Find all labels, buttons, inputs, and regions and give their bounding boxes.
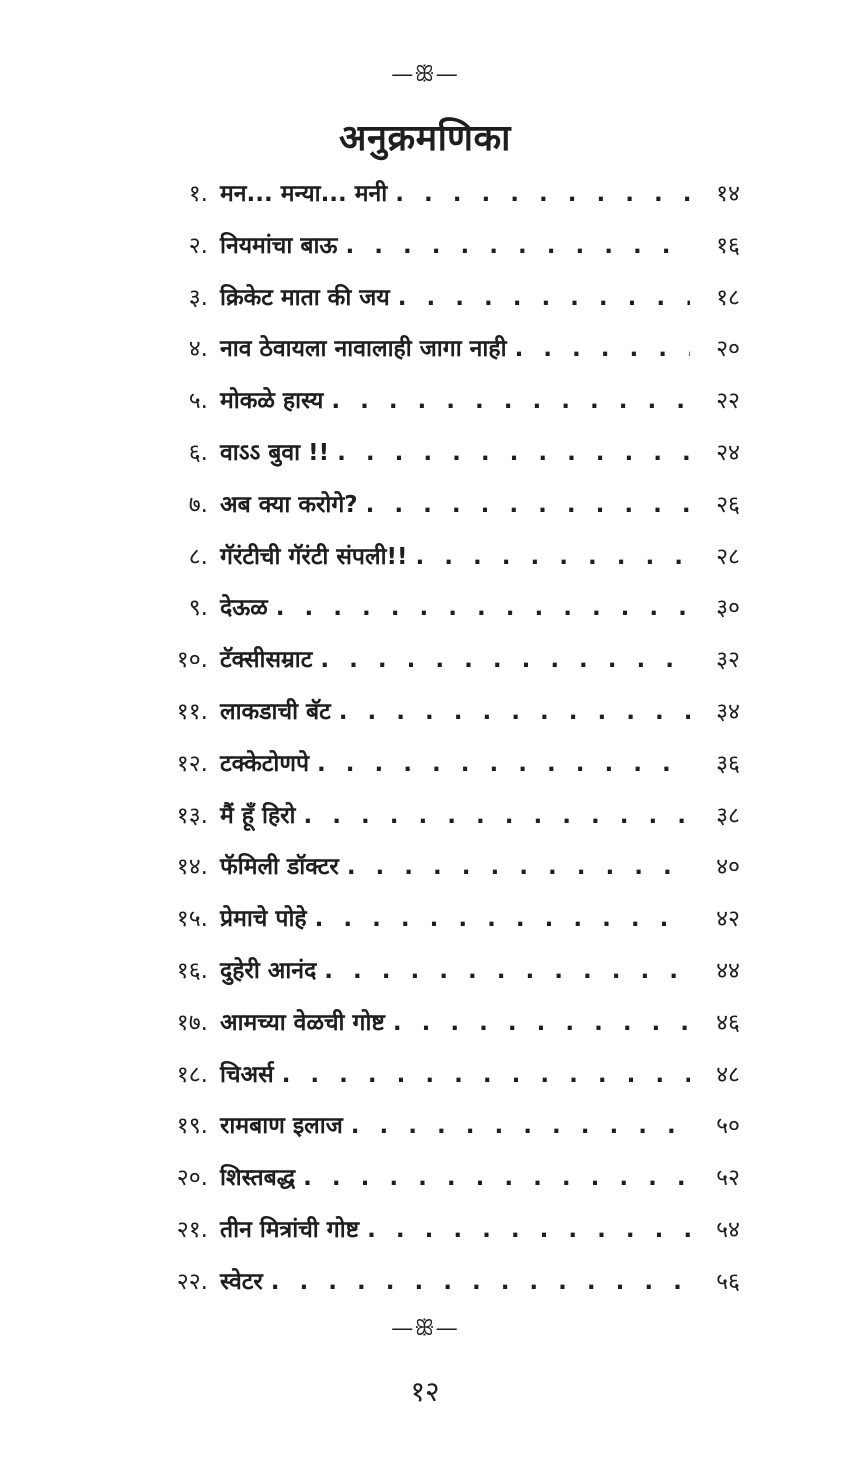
toc-entry-title: आमच्या वेळची गोष्ट: [220, 1009, 385, 1036]
toc-entry-number: १२.: [176, 750, 208, 777]
toc-entry-page: १६: [716, 232, 740, 259]
dot-leader: [337, 440, 690, 466]
dot-leader: [515, 336, 690, 362]
toc-entry-title: टॅक्सीसम्राट: [220, 647, 313, 674]
toc-entry-number: ६.: [188, 439, 208, 466]
toc-entry-page: ३४: [716, 698, 740, 725]
toc-entry-page: ५२: [716, 1165, 740, 1192]
toc-entry-title: फॅमिली डॉक्टर: [220, 854, 339, 881]
toc-entry-number: २.: [188, 232, 208, 259]
toc-entry-title: प्रेमाचे पोहे: [220, 906, 307, 933]
toc-entry-number: ७.: [188, 491, 208, 518]
dot-leader: [395, 181, 690, 207]
toc-entry: [150, 642, 740, 694]
toc-entry-page: २६: [716, 491, 740, 518]
toc-entry: [150, 1108, 740, 1160]
toc-entry: [150, 435, 740, 487]
toc-entry-title: स्वेटर: [220, 1268, 263, 1295]
toc-entry-page: ४२: [716, 906, 740, 933]
toc-entry-number: ५.: [188, 388, 208, 415]
toc-entry-number: ४.: [188, 336, 208, 363]
toc-entry-title: मन... मन्या... मनी: [220, 181, 388, 207]
bottom-ornament: —ꕥ—: [391, 1316, 459, 1341]
toc-entry: [150, 953, 740, 1005]
dot-leader: [398, 285, 690, 311]
toc-entry-title: दुहेरी आनंद: [220, 957, 317, 984]
toc-entry-page: ४४: [716, 957, 740, 984]
toc-entry-number: ८.: [188, 543, 208, 570]
toc-entry-page: २८: [716, 543, 740, 570]
table-of-contents: [150, 176, 740, 1316]
toc-entry-number: २१.: [176, 1216, 208, 1243]
toc-entry-title: देऊळ: [220, 595, 268, 622]
toc-entry-page: ४६: [716, 1009, 740, 1036]
toc-entry-number: १९.: [176, 1113, 208, 1140]
toc-entry: [150, 1057, 740, 1109]
toc-entry-page: ३२: [716, 647, 740, 674]
top-ornament: —ꕥ—: [391, 62, 459, 87]
toc-entry: [150, 176, 740, 228]
toc-entry-number: १७.: [176, 1009, 208, 1036]
dot-leader: [351, 1113, 690, 1139]
toc-entry-page: ३०: [716, 595, 740, 622]
toc-entry-number: १३.: [176, 802, 208, 829]
toc-entry-number: ११.: [176, 698, 208, 725]
toc-entry-page: ५४: [716, 1216, 740, 1243]
toc-entry-title: टक्केटोणपे: [220, 750, 310, 777]
toc-entry-number: ९.: [188, 595, 208, 622]
toc-entry-page: ५६: [716, 1268, 740, 1295]
toc-entry-page: ४८: [716, 1061, 740, 1088]
toc-entry-page: २४: [716, 439, 740, 466]
toc-entry-number: १०.: [176, 647, 208, 674]
toc-entry-title: नाव ठेवायला नावालाही जागा नाही: [220, 336, 507, 363]
toc-entry-number: १८.: [176, 1061, 208, 1088]
dot-leader: [367, 1217, 690, 1243]
toc-entry-title: मोकळे हास्य: [220, 388, 324, 415]
dot-leader: [303, 1165, 690, 1191]
toc-entry-title: गॅरंटीची गॅरंटी संपली!!: [220, 543, 408, 570]
toc-entry: [150, 280, 740, 332]
toc-entry-number: ३.: [188, 284, 208, 311]
toc-entry: [150, 1212, 740, 1264]
toc-entry: [150, 1160, 740, 1212]
dot-leader: [366, 492, 690, 518]
toc-entry-title: तीन मित्रांची गोष्ट: [220, 1216, 360, 1243]
toc-entry-page: १८: [716, 284, 740, 311]
toc-entry-title: मैं हूँ हिरो: [220, 802, 296, 829]
dot-leader: [317, 751, 690, 777]
toc-entry: [150, 849, 740, 901]
toc-entry: [150, 228, 740, 280]
toc-entry-title: रामबाण इलाज: [220, 1113, 343, 1140]
toc-entry-title: नियमांचा बाऊ: [220, 232, 338, 259]
toc-entry: [150, 1264, 740, 1316]
toc-entry: [150, 1005, 740, 1057]
toc-entry: [150, 798, 740, 850]
toc-entry-page: १४: [716, 181, 740, 207]
toc-entry: [150, 746, 740, 798]
toc-entry-title: लाकडाची बॅट: [220, 698, 331, 725]
toc-entry-number: १.: [188, 181, 208, 207]
toc-entry-page: २२: [716, 388, 740, 415]
dot-leader: [347, 854, 690, 880]
toc-entry: [150, 901, 740, 953]
toc-entry-title: शिस्तबद्ध: [220, 1165, 296, 1192]
toc-entry: [150, 539, 740, 591]
toc-entry: [150, 383, 740, 435]
dot-leader: [331, 388, 690, 414]
toc-entry: [150, 331, 740, 383]
dot-leader: [276, 595, 690, 621]
dot-leader: [346, 233, 691, 259]
dot-leader: [282, 1062, 690, 1088]
page-title: अनुक्रमणिका: [339, 118, 511, 159]
dot-leader: [320, 647, 690, 673]
toc-entry-number: १६.: [176, 957, 208, 984]
dot-leader: [393, 1010, 690, 1036]
dot-leader: [315, 906, 690, 932]
page-number: १२: [410, 1375, 440, 1408]
dot-leader: [339, 699, 690, 725]
dot-leader: [324, 958, 690, 984]
toc-entry-number: १५.: [176, 906, 208, 933]
toc-entry-page: २०: [716, 336, 740, 363]
toc-entry-page: ३८: [716, 802, 740, 829]
toc-entry-title: चिअर्स: [220, 1061, 274, 1088]
toc-entry: [150, 590, 740, 642]
toc-entry-number: १४.: [176, 854, 208, 881]
toc-entry-title: वाऽऽ बुवा !!: [220, 439, 330, 466]
toc-entry-number: २०.: [176, 1165, 208, 1192]
toc-entry-page: ५०: [716, 1113, 740, 1140]
toc-entry-title: अब क्या करोगे?: [220, 491, 358, 518]
toc-entry-page: ४०: [716, 854, 740, 881]
toc-entry: [150, 694, 740, 746]
dot-leader: [304, 803, 690, 829]
toc-entry-page: ३६: [716, 750, 740, 777]
toc-entry: [150, 487, 740, 539]
toc-entry-title: क्रिकेट माता की जय: [220, 284, 390, 311]
dot-leader: [271, 1269, 690, 1295]
toc-entry-number: २२.: [176, 1268, 208, 1295]
dot-leader: [416, 544, 690, 570]
